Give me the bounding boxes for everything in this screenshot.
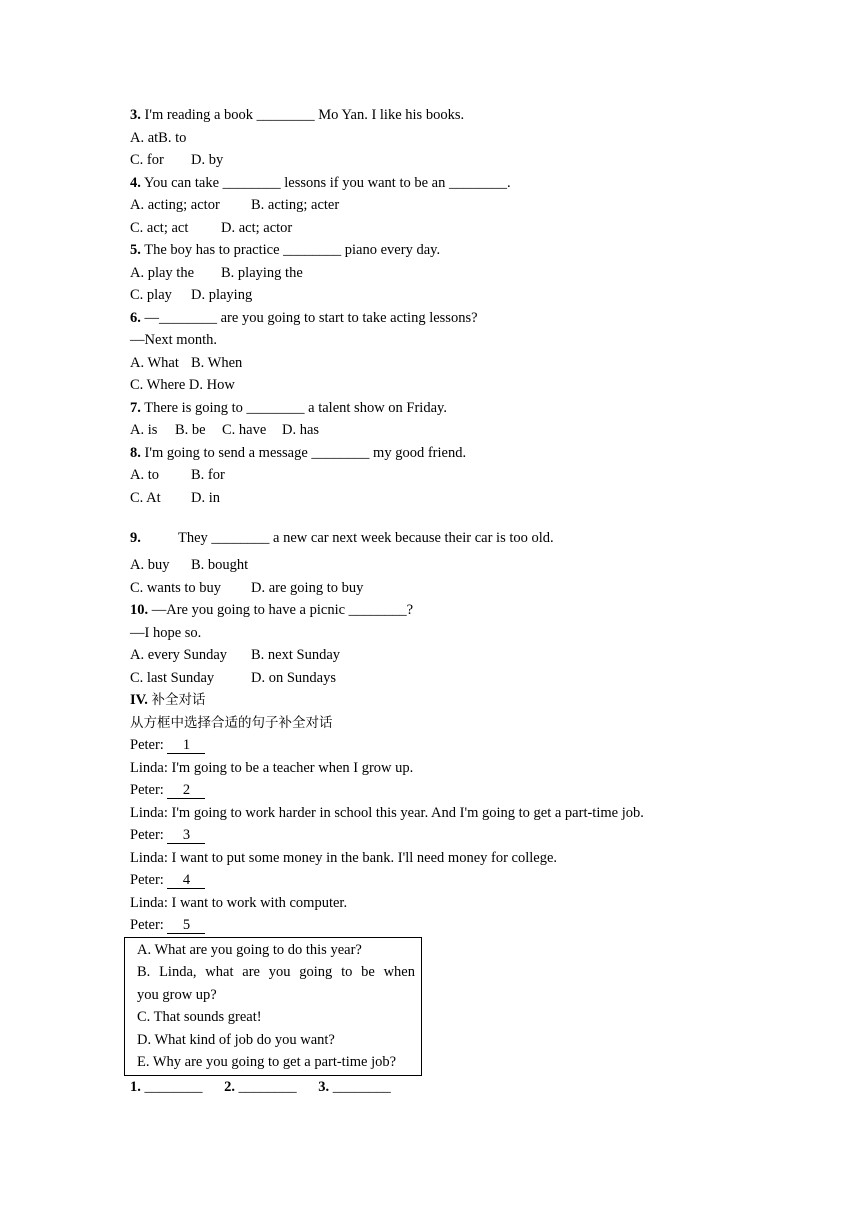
option-row: C. for D. by	[130, 152, 224, 168]
option-row: A. atB. to	[130, 129, 187, 146]
spacer	[130, 509, 730, 527]
dialogue-line: Peter: 2	[130, 779, 730, 802]
option-row: A. play the B. playing the	[130, 264, 303, 281]
answer-blank[interactable]: 5	[167, 917, 205, 934]
option-row: A. to B. for	[130, 467, 225, 483]
question-stem: 7. There is going to ________ a talent show on Friday.	[130, 399, 447, 416]
answer-item[interactable]: 2. ________	[224, 1078, 297, 1095]
question-stem: 3. I'm reading a book ________ Mo Yan. I like his books.	[130, 107, 465, 123]
dialogue-line: Peter: 3	[130, 824, 730, 847]
question-stem: 4. You can take ________ lessons if you want to be an ________.	[130, 174, 511, 191]
option-row: C. At D. in	[130, 489, 220, 506]
box-option: C. That sounds great!	[137, 1009, 262, 1025]
box-option: B. Linda, what are you going to be when	[137, 964, 415, 980]
question-reply: —I hope so.	[130, 624, 202, 641]
box-option-continued: you grow up?	[137, 986, 217, 1003]
option-row: C. last Sunday D. on Sundays	[130, 669, 336, 686]
dialogue-line: Peter: 4	[130, 869, 730, 892]
answer-item[interactable]: 1. ________	[130, 1078, 203, 1095]
box-option: E. Why are you going to get a part-time job?	[137, 1054, 397, 1070]
dialogue-line: Peter: 5	[130, 914, 730, 937]
dialogue-line: Peter: 1	[130, 734, 730, 757]
option-row: A. every Sunday B. next Sunday	[130, 647, 341, 663]
question-stem: 8. I'm going to send a message ________ my good friend.	[130, 444, 467, 461]
section-instruction: 从方框中选择合适的句子补全对话	[130, 714, 333, 731]
option-row: A. What B. When	[130, 354, 243, 371]
option-row: C. play D. playing	[130, 287, 253, 303]
box-option: D. What kind of job do you want?	[137, 1031, 335, 1048]
option-row: A. acting; actor B. acting; acter	[130, 197, 340, 213]
dialogue-line: Linda: I want to work with computer.	[130, 894, 348, 911]
option-row: C. wants to buy D. are going to buy	[130, 579, 364, 596]
option-row: A. buy B. bought	[130, 557, 249, 573]
answer-row	[130, 1076, 730, 1099]
option-row: A. is B. be C. have D. has	[130, 422, 320, 438]
question-reply: —Next month.	[130, 332, 217, 348]
answer-item[interactable]: 3. ________	[318, 1078, 391, 1095]
answer-blank[interactable]: 2	[167, 782, 205, 799]
box-option: A. What are you going to do this year?	[137, 941, 362, 958]
dialogue-line: Linda: I'm going to be a teacher when I grow up.	[130, 759, 414, 776]
question-stem: 10. —Are you going to have a picnic ________?	[130, 602, 414, 618]
worksheet-page	[130, 104, 730, 1098]
option-row: C. Where D. How	[130, 377, 235, 393]
option-row: C. act; act D. act; actor	[130, 219, 293, 236]
answer-blank[interactable]: 3	[167, 827, 205, 844]
dialogue-line: Linda: I'm going to work harder in school this year. And I'm going to get a part-time job.	[130, 804, 644, 821]
section-heading: IV. 补全对话	[130, 692, 206, 708]
question-stem: 9. They ________ a new car next week because their car is too old.	[130, 530, 554, 546]
question-stem: 5. The boy has to practice ________ piano every day.	[130, 242, 441, 258]
answer-blank[interactable]: 4	[167, 872, 205, 889]
options-box	[124, 937, 422, 1076]
answer-blank[interactable]: 1	[167, 737, 205, 754]
dialogue-line: Linda: I want to put some money in the bank. I'll need money for college.	[130, 849, 558, 866]
question-stem: 6. —________ are you going to start to take acting lessons?	[130, 309, 478, 326]
